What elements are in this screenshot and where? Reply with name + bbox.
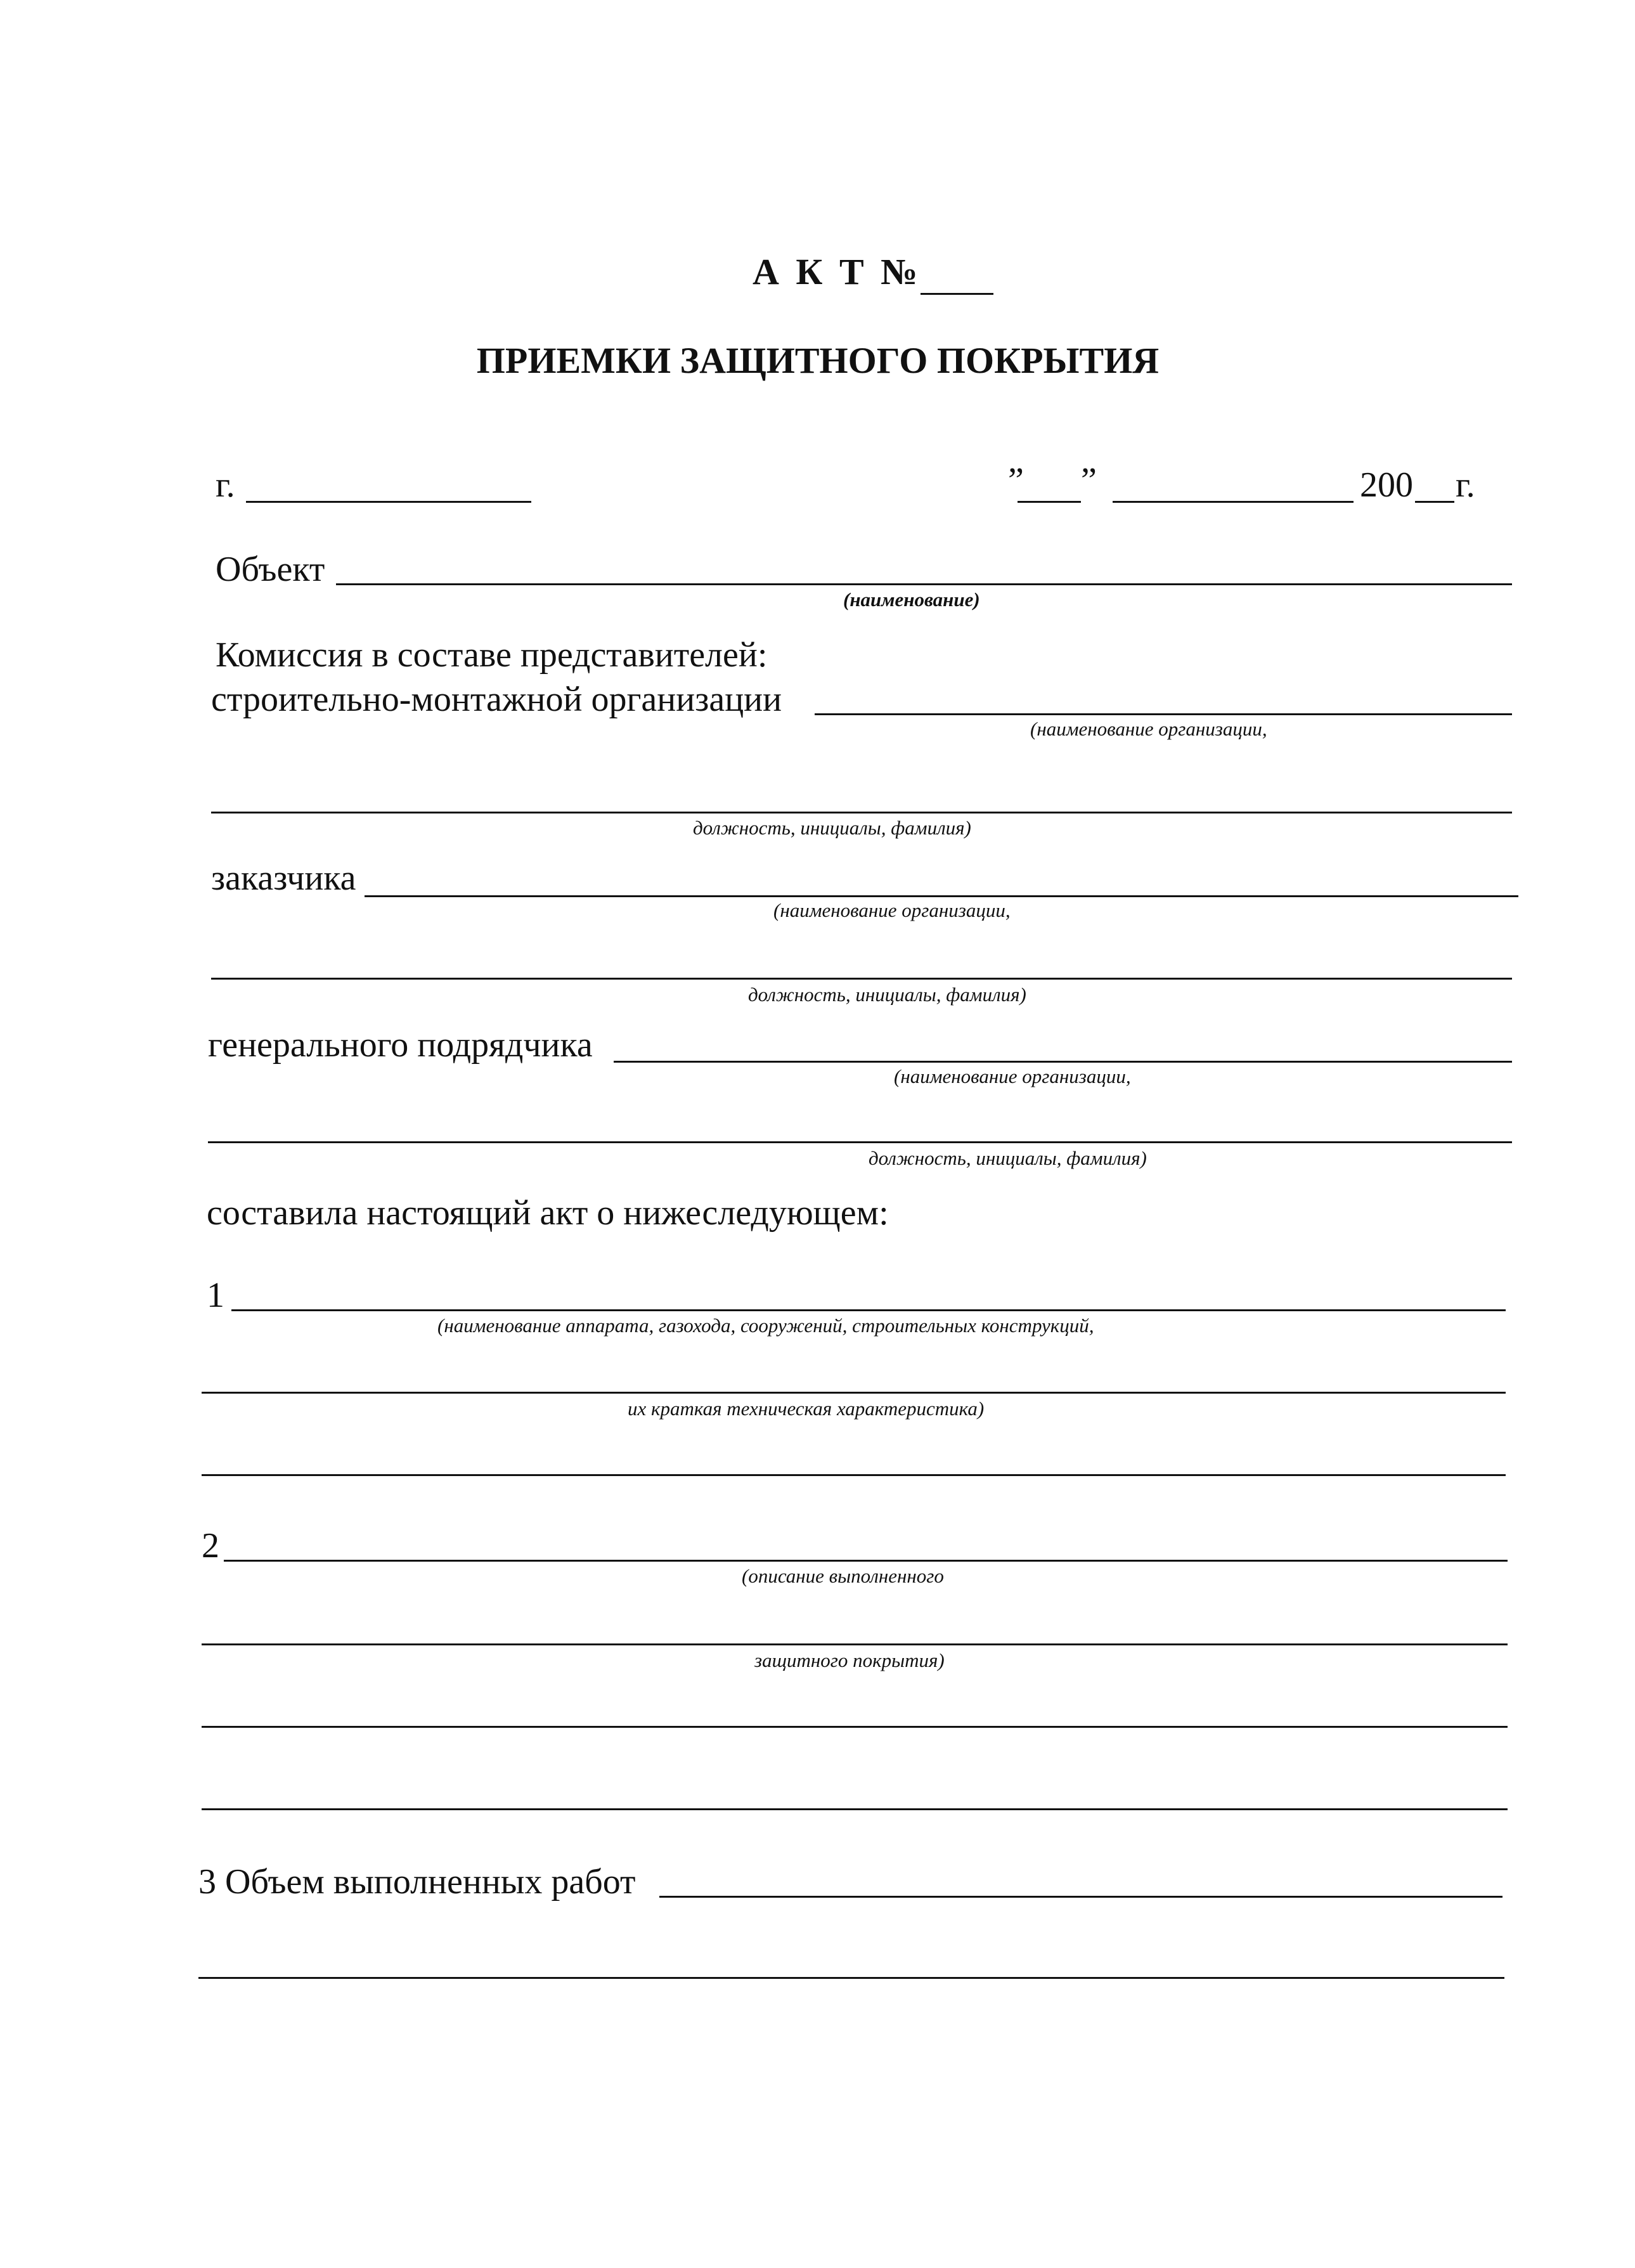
general-contractor-person-field[interactable] xyxy=(208,1141,1512,1143)
quote-open: ” xyxy=(1008,461,1024,500)
item2-hint-2: защитного покрытия) xyxy=(754,1649,945,1671)
general-contractor-field[interactable] xyxy=(614,1061,1512,1063)
item3-field-2[interactable] xyxy=(198,1977,1504,1979)
general-contractor-hint: (наименование организации, xyxy=(894,1065,1131,1087)
item1-field-2[interactable] xyxy=(202,1392,1506,1394)
item2-hint: (описание выполненного xyxy=(742,1565,944,1587)
general-contractor-person-hint: должность, инициалы, фамилия) xyxy=(869,1147,1147,1169)
item2-field-2[interactable] xyxy=(202,1643,1508,1645)
item2-field-4[interactable] xyxy=(202,1808,1508,1810)
item1-hint: (наименование аппарата, газохода, сооружений, строительных конструкций, xyxy=(437,1314,1094,1337)
contractor-person-field[interactable] xyxy=(211,812,1512,813)
city-field[interactable] xyxy=(246,501,531,503)
item2-number: 2 xyxy=(202,1526,219,1565)
commission-intro: Комиссия в составе представителей: xyxy=(216,635,768,675)
object-label: Объект xyxy=(216,550,325,589)
contractor-label: строительно-монтажной организации xyxy=(211,680,782,719)
item2-field-3[interactable] xyxy=(202,1726,1508,1728)
item2-field[interactable] xyxy=(224,1560,1508,1562)
day-field[interactable] xyxy=(1018,501,1081,503)
contractor-person-hint: должность, инициалы, фамилия) xyxy=(693,817,971,839)
customer-label: заказчика xyxy=(211,859,356,898)
customer-field[interactable] xyxy=(365,895,1518,897)
statement-text: составила настоящий акт о нижеследующем: xyxy=(207,1193,889,1233)
item1-number: 1 xyxy=(207,1276,224,1315)
customer-person-field[interactable] xyxy=(211,978,1512,980)
act-number-field[interactable] xyxy=(921,293,993,295)
year-prefix: 200 xyxy=(1360,465,1413,505)
contractor-hint: (наименование организации, xyxy=(1030,718,1267,740)
customer-hint: (наименование организации, xyxy=(773,899,1011,921)
object-hint: (наименование) xyxy=(843,588,980,611)
general-contractor-label: генерального подрядчика xyxy=(208,1025,593,1065)
item1-field[interactable] xyxy=(231,1309,1506,1311)
customer-person-hint: должность, инициалы, фамилия) xyxy=(748,983,1026,1006)
year-field[interactable] xyxy=(1415,501,1454,503)
year-suffix: г. xyxy=(1456,465,1475,505)
object-field[interactable] xyxy=(336,583,1512,585)
act-subtitle: ПРИЕМКИ ЗАЩИТНОГО ПОКРЫТИЯ xyxy=(476,340,1160,381)
item3-label: 3 Объем выполненных работ xyxy=(198,1862,636,1902)
contractor-field[interactable] xyxy=(815,713,1512,715)
city-prefix: г. xyxy=(216,465,235,505)
act-title-label: А К Т № xyxy=(753,251,922,292)
quote-close: ” xyxy=(1081,461,1097,500)
month-field[interactable] xyxy=(1113,501,1354,503)
item1-hint-2: их краткая техническая характеристика) xyxy=(628,1397,985,1420)
item3-field[interactable] xyxy=(659,1896,1503,1898)
item1-field-3[interactable] xyxy=(202,1474,1506,1476)
